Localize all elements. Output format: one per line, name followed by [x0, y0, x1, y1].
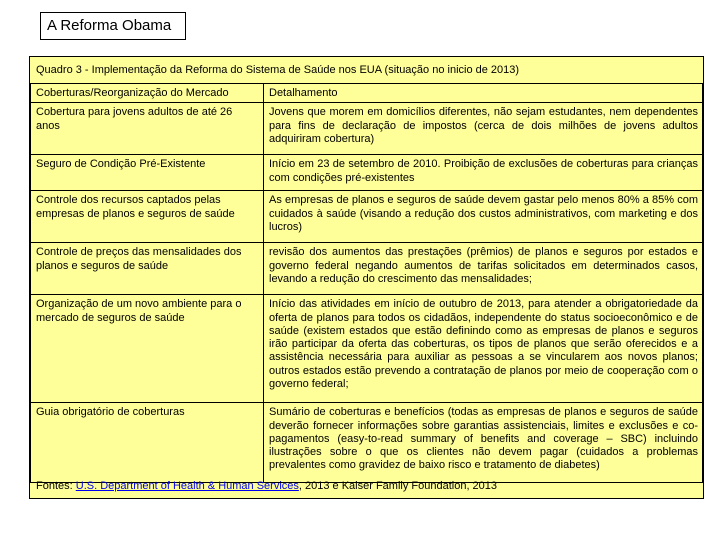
footer-suffix: , 2013 e Kaiser Family Foundation, 2013: [298, 480, 498, 492]
hhs-link[interactable]: U.S. Department of Health & Human Services: [75, 480, 299, 492]
row-topic: Controle de preços das mensalidades dos planos e seguros de saúde: [31, 243, 264, 295]
table-row: [31, 403, 703, 483]
row-topic: Organização de um novo ambiente para o mercado de seguros de saúde: [31, 295, 264, 403]
row-detail: Início das atividades em início de outubro de 2013, para atender a obrigatoriedade da oferta de planos para todos os cidadãos, independente do status socioeconômico e de saúde (existem estados que estão definindo como as empresas de planos e seguros irão participar da oferta das coberturas, os tipos de planos que serão oferecidos e a assistência necessária para auxiliar as pessoas a se vincularem aos novos planos; outros estados estão prevendo a contratação de planos por meio de cooperação com o governo federal;: [264, 295, 703, 403]
row-detail: revisão dos aumentos das prestações (prêmios) de planos e seguros por estados e governo federal negando aumentos de tarifas solicitados em determinados casos, levando a redução do crescimento das mensalidades;: [264, 243, 703, 295]
slide-title: A Reforma Obama: [40, 12, 186, 40]
sources-footer: [30, 476, 703, 498]
header-coverage: Coberturas/Reorganização do Mercado: [31, 84, 264, 103]
table-caption: Quadro 3 - Implementação da Reforma do Sistema de Saúde nos EUA (situação no inicio de 2013): [36, 64, 520, 76]
table-frame: [29, 56, 704, 499]
row-topic: Controle dos recursos captados pelas empresas de planos e seguros de saúde: [31, 191, 264, 243]
table-row: [31, 295, 703, 403]
row-detail: Início em 23 de setembro de 2010. Proibição de exclusões de coberturas para crianças com condições pré-existentes: [264, 155, 703, 191]
table-row: [31, 191, 703, 243]
footer-prefix: Fontes:: [36, 480, 76, 492]
reform-table: [30, 83, 703, 483]
row-detail: As empresas de planos e seguros de saúde devem gastar pelo menos 80% a 85% com cuidados à saúde (visando a redução dos custos administrativos, com marketing e dos lucros): [264, 191, 703, 243]
row-topic: Guia obrigatório de coberturas: [31, 403, 264, 483]
row-detail: Sumário de coberturas e benefícios (todas as empresas de planos e seguros de saúde deverão fornecer informações sobre garantias assistenciais, limites e exclusões e co-pagamentos (easy-to-read summary of benefits and coverage – SBC) incluindo ilustrações sobre o que os clientes não devem pagar (cuidados a problemas prevalentes como gravidez de baixo risco e tratamento de diabetes): [264, 403, 703, 483]
row-detail: Jovens que morem em domicílios diferentes, não sejam estudantes, nem dependentes para fins de declaração de impostos (cerca de dois milhões de jovens adultos adquiriram cobertura): [264, 103, 703, 155]
row-topic: Cobertura para jovens adultos de até 26 anos: [31, 103, 264, 155]
header-detail: Detalhamento: [264, 84, 703, 103]
row-topic: Seguro de Condição Pré-Existente: [31, 155, 264, 191]
table-header-row: [31, 84, 703, 103]
table-row: [31, 103, 703, 155]
table-row: [31, 155, 703, 191]
table-row: [31, 243, 703, 295]
